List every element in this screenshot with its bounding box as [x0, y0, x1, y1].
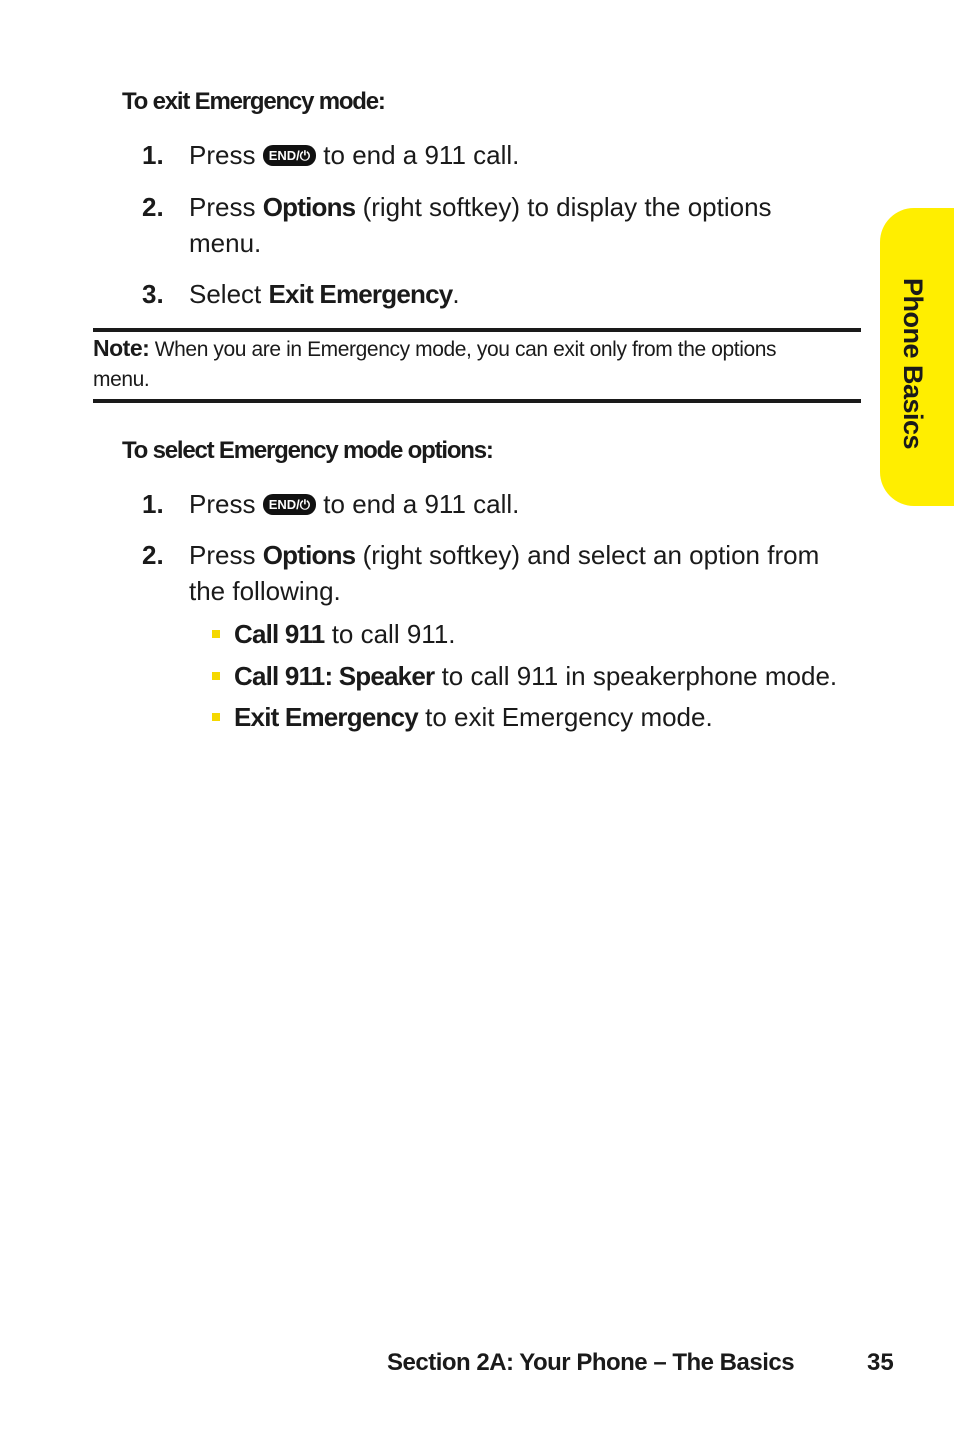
section1-heading: To exit Emergency mode:	[122, 88, 385, 115]
section1-step-2	[142, 189, 842, 261]
section2-step-2	[142, 537, 842, 609]
bullet-text: to call 911 in speakerphone mode.	[441, 661, 838, 691]
bullet-text: to call 911.	[331, 619, 456, 649]
bullet-bold: Call 911: Speaker	[234, 661, 435, 691]
step-text: to end a 911 call.	[323, 489, 520, 519]
step-number: 2.	[142, 540, 164, 570]
step-bold: Exit Emergency	[268, 279, 453, 309]
note-box	[93, 333, 813, 395]
step-number: 3.	[142, 279, 164, 309]
step-number: 1.	[142, 489, 164, 519]
step-text: Press	[189, 540, 256, 570]
step-text: Select	[189, 279, 262, 309]
step-bold: Options	[262, 540, 356, 570]
step-text: (right softkey) and select an option from the following.	[189, 540, 820, 606]
note-text: When you are in Emergency mode, you can exit only from the options menu.	[93, 338, 777, 391]
step-text: Press	[189, 140, 256, 170]
step-text: to end a 911 call.	[323, 140, 520, 170]
note-top-rule	[93, 328, 861, 332]
section1-step-3	[142, 276, 842, 312]
bullet-item	[212, 658, 872, 694]
end-key-icon: END/⏻	[263, 494, 316, 515]
note-bottom-rule	[93, 399, 861, 403]
bullet-bold: Exit Emergency	[234, 702, 418, 732]
bullet-bold: Call 911	[234, 619, 325, 649]
step-text: Press	[189, 192, 256, 222]
section2-heading: To select Emergency mode options:	[122, 437, 493, 464]
bullet-square-icon	[212, 630, 220, 638]
end-key-icon: END/⏻	[263, 145, 316, 166]
bullet-text: to exit Emergency mode.	[425, 702, 713, 732]
step-bold: Options	[262, 192, 356, 222]
step-number: 2.	[142, 192, 164, 222]
footer-section: Section 2A: Your Phone – The Basics	[387, 1349, 795, 1376]
step-text: Press	[189, 489, 256, 519]
page-number: 35	[867, 1349, 894, 1376]
bullet-item	[212, 616, 872, 652]
section2-step-1	[142, 486, 842, 522]
step-text: (right softkey) to display the options menu.	[189, 192, 772, 258]
step-text: .	[452, 279, 460, 309]
note-label: Note:	[93, 335, 150, 361]
bullet-square-icon	[212, 713, 220, 721]
step-number: 1.	[142, 140, 164, 170]
side-tab-label: Phone Basics	[898, 278, 928, 450]
bullet-item	[212, 699, 872, 735]
section1-step-1	[142, 137, 842, 173]
bullet-square-icon	[212, 672, 220, 680]
